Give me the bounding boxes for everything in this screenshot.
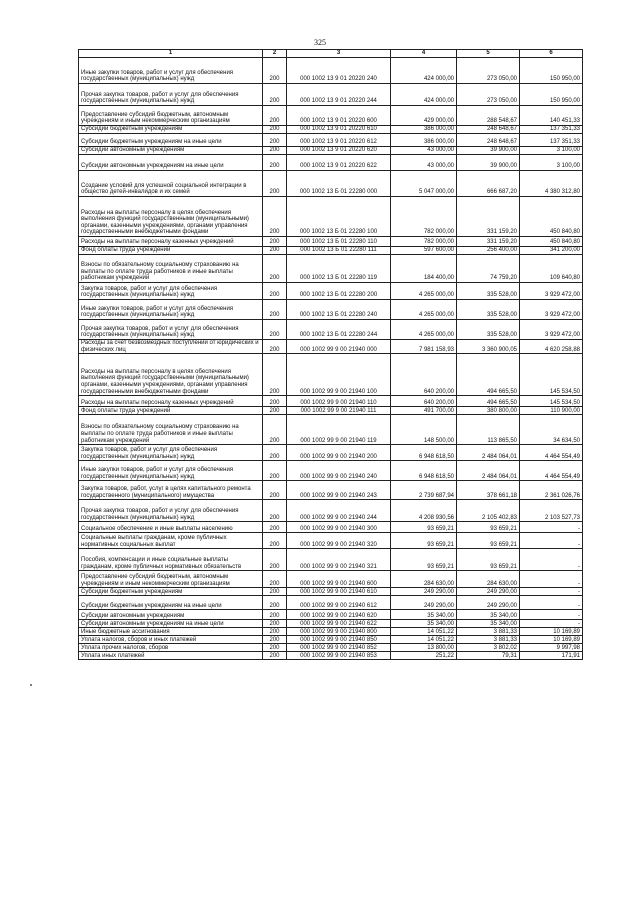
cell-unexecuted-amount: 3 929 472,00 xyxy=(520,300,583,320)
cell-unexecuted-amount: - xyxy=(520,571,583,588)
cell-name: Субсидии бюджетным учреждениям xyxy=(79,126,263,134)
cell-unexecuted-amount: 137 351,33 xyxy=(520,126,583,134)
cell-unexecuted-amount: 10 169,89 xyxy=(520,628,583,636)
cell-classification-code: 000 1002 13 Б 01 22280 244 xyxy=(287,320,391,340)
cell-name: Иные закупки товаров, работ и услуг для обеспечения государственных (муниципальных) нужд xyxy=(79,461,263,481)
cell-name: Расходы на выплаты персоналу в целях обеспечения выполнения функций государственными (муниципальными) органами, казенными учреждениями, органами управления государственными внебюджетными фондами xyxy=(79,197,263,237)
table-row xyxy=(79,636,583,644)
cell-approved-amount: 7 981 158,93 xyxy=(391,340,457,354)
column-header: 4 xyxy=(391,50,457,58)
table-row xyxy=(79,652,583,660)
cell-approved-amount: 93 659,21 xyxy=(391,549,457,571)
cell-line-code: 200 xyxy=(263,340,287,354)
cell-approved-amount: 424 000,00 xyxy=(391,84,457,106)
cell-executed-amount: 666 687,20 xyxy=(457,171,520,197)
cell-approved-amount: 4 208 930,56 xyxy=(391,500,457,522)
cell-classification-code: 000 1002 13 Б 01 22280 200 xyxy=(287,283,391,300)
cell-classification-code: 000 1002 99 9 00 21940 800 xyxy=(287,628,391,636)
cell-approved-amount: 43 000,00 xyxy=(391,147,457,155)
cell-executed-amount: 335 528,00 xyxy=(457,320,520,340)
cell-name: Пособия, компенсации и иные социальные выплаты гражданам, кроме публичных нормативных обязательств xyxy=(79,549,263,571)
table-row xyxy=(79,255,583,283)
cell-name: Субсидии автономным учреждениям на иные цели xyxy=(79,155,263,171)
cell-executed-amount: 288 548,67 xyxy=(457,106,520,126)
cell-line-code: 200 xyxy=(263,571,287,588)
cell-name: Расходы на выплаты персоналу казенных учреждений xyxy=(79,396,263,407)
cell-unexecuted-amount: - xyxy=(520,596,583,610)
cell-approved-amount: 4 265 000,00 xyxy=(391,283,457,300)
cell-classification-code: 000 1002 99 9 00 21940 850 xyxy=(287,636,391,644)
cell-line-code: 200 xyxy=(263,588,287,596)
table-row xyxy=(79,320,583,340)
column-header: 5 xyxy=(457,50,520,58)
cell-line-code: 200 xyxy=(263,134,287,147)
table-row xyxy=(79,571,583,588)
cell-line-code: 200 xyxy=(263,533,287,549)
cell-unexecuted-amount: 450 840,80 xyxy=(520,197,583,237)
table-row xyxy=(79,549,583,571)
cell-line-code: 200 xyxy=(263,147,287,155)
cell-unexecuted-amount: 4 464 554,49 xyxy=(520,445,583,461)
cell-unexecuted-amount: - xyxy=(520,522,583,533)
table-row xyxy=(79,415,583,445)
cell-executed-amount: 256 400,00 xyxy=(457,247,520,255)
cell-executed-amount: 93 659,21 xyxy=(457,533,520,549)
table-row xyxy=(79,396,583,407)
cell-name: Иные закупки товаров, работ и услуг для обеспечения государственных (муниципальных) нужд xyxy=(79,58,263,84)
cell-unexecuted-amount: - xyxy=(520,588,583,596)
cell-classification-code: 000 1002 99 9 00 21940 610 xyxy=(287,588,391,596)
cell-line-code: 200 xyxy=(263,247,287,255)
table-row xyxy=(79,481,583,500)
table-row xyxy=(79,58,583,84)
cell-name: Предоставление субсидий бюджетным, автономным учреждениям и иным некоммерческим организациям xyxy=(79,106,263,126)
cell-unexecuted-amount: 450 840,80 xyxy=(520,237,583,247)
cell-name: Взносы по обязательному социальному страхованию на выплаты по оплате труда работников и иные выплаты работникам учреждений xyxy=(79,255,263,283)
table-row xyxy=(79,171,583,197)
cell-line-code: 200 xyxy=(263,106,287,126)
cell-classification-code: 000 1002 99 9 00 21940 243 xyxy=(287,481,391,500)
cell-executed-amount: 378 661,18 xyxy=(457,481,520,500)
cell-executed-amount: 39 900,00 xyxy=(457,155,520,171)
cell-unexecuted-amount: 34 634,50 xyxy=(520,415,583,445)
cell-line-code: 200 xyxy=(263,415,287,445)
cell-name: Субсидии бюджетным учреждениям на иные цели xyxy=(79,134,263,147)
cell-line-code: 200 xyxy=(263,354,287,396)
table-row xyxy=(79,197,583,237)
table-row xyxy=(79,300,583,320)
page-number: 325 xyxy=(314,38,326,47)
cell-approved-amount: 782 000,00 xyxy=(391,237,457,247)
cell-executed-amount: 273 050,00 xyxy=(457,58,520,84)
table-row xyxy=(79,628,583,636)
cell-name: Социальные выплаты гражданам, кроме публичных нормативных социальных выплат xyxy=(79,533,263,549)
cell-classification-code: 000 1002 99 9 00 21940 000 xyxy=(287,340,391,354)
table-row xyxy=(79,522,583,533)
cell-approved-amount: 386 000,00 xyxy=(391,126,457,134)
cell-line-code: 200 xyxy=(263,84,287,106)
cell-line-code: 200 xyxy=(263,407,287,415)
cell-name: Расходы за счет безвозмездных поступлений от юридических и физических лиц xyxy=(79,340,263,354)
cell-unexecuted-amount: 4 464 554,49 xyxy=(520,461,583,481)
cell-executed-amount: 79,31 xyxy=(457,652,520,660)
cell-line-code: 200 xyxy=(263,644,287,652)
cell-classification-code: 000 1002 13 9 01 20220 620 xyxy=(287,147,391,155)
cell-line-code: 200 xyxy=(263,126,287,134)
cell-approved-amount: 35 340,00 xyxy=(391,620,457,628)
cell-approved-amount: 2 739 687,94 xyxy=(391,481,457,500)
table-row xyxy=(79,533,583,549)
cell-line-code: 200 xyxy=(263,549,287,571)
cell-line-code: 200 xyxy=(263,500,287,522)
cell-name: Субсидии бюджетным учреждениям на иные цели xyxy=(79,596,263,610)
cell-unexecuted-amount: 145 534,50 xyxy=(520,354,583,396)
cell-unexecuted-amount: 150 950,00 xyxy=(520,84,583,106)
cell-classification-code: 000 1002 13 Б 01 22280 240 xyxy=(287,300,391,320)
cell-approved-amount: 491 700,00 xyxy=(391,407,457,415)
column-header: 2 xyxy=(263,50,287,58)
cell-unexecuted-amount: 171,91 xyxy=(520,652,583,660)
cell-executed-amount: 3 881,33 xyxy=(457,636,520,644)
table-row xyxy=(79,588,583,596)
cell-classification-code: 000 1002 13 9 01 20220 610 xyxy=(287,126,391,134)
cell-name: Иные бюджетные ассигнования xyxy=(79,628,263,636)
cell-executed-amount: 335 528,00 xyxy=(457,283,520,300)
cell-name: Субсидии автономным учреждениям xyxy=(79,610,263,620)
cell-name: Социальное обеспечение и иные выплаты населению xyxy=(79,522,263,533)
cell-executed-amount: 2 484 064,01 xyxy=(457,461,520,481)
cell-approved-amount: 5 047 000,00 xyxy=(391,171,457,197)
cell-executed-amount: 331 159,20 xyxy=(457,197,520,237)
cell-line-code: 200 xyxy=(263,636,287,644)
cell-name: Прочая закупка товаров, работ и услуг для обеспечения государственных (муниципальных) нужд xyxy=(79,320,263,340)
cell-approved-amount: 148 500,00 xyxy=(391,415,457,445)
cell-unexecuted-amount: 140 451,33 xyxy=(520,106,583,126)
cell-classification-code: 000 1002 13 Б 01 22280 100 xyxy=(287,197,391,237)
table-row xyxy=(79,106,583,126)
cell-line-code: 200 xyxy=(263,320,287,340)
cell-unexecuted-amount: 150 950,00 xyxy=(520,58,583,84)
cell-classification-code: 000 1002 99 9 00 21940 240 xyxy=(287,461,391,481)
cell-executed-amount: 3 802,02 xyxy=(457,644,520,652)
cell-name: Расходы на выплаты персоналу казенных учреждений xyxy=(79,237,263,247)
cell-classification-code: 000 1002 99 9 00 21940 853 xyxy=(287,652,391,660)
cell-approved-amount: 43 000,00 xyxy=(391,155,457,171)
cell-line-code: 200 xyxy=(263,620,287,628)
cell-line-code: 200 xyxy=(263,300,287,320)
cell-name: Уплата иных платежей xyxy=(79,652,263,660)
cell-line-code: 200 xyxy=(263,652,287,660)
cell-line-code: 200 xyxy=(263,283,287,300)
cell-classification-code: 000 1002 13 9 01 20220 612 xyxy=(287,134,391,147)
scan-speck xyxy=(30,684,32,686)
table-row xyxy=(79,84,583,106)
cell-approved-amount: 249 290,00 xyxy=(391,596,457,610)
cell-executed-amount: 248 648,67 xyxy=(457,134,520,147)
cell-classification-code: 000 1002 99 9 00 21940 110 xyxy=(287,396,391,407)
cell-name: Прочая закупка товаров, работ и услуг для обеспечения государственных (муниципальных) нужд xyxy=(79,84,263,106)
table-row xyxy=(79,445,583,461)
cell-classification-code: 000 1002 99 9 00 21940 620 xyxy=(287,610,391,620)
cell-line-code: 200 xyxy=(263,628,287,636)
cell-approved-amount: 14 051,22 xyxy=(391,628,457,636)
table-row xyxy=(79,644,583,652)
cell-executed-amount: 3 881,33 xyxy=(457,628,520,636)
cell-approved-amount: 429 000,00 xyxy=(391,106,457,126)
table-row xyxy=(79,340,583,354)
cell-executed-amount: 284 630,00 xyxy=(457,571,520,588)
column-header: 3 xyxy=(287,50,391,58)
cell-name: Взносы по обязательному социальному страхованию на выплаты по оплате труда работников и иные выплаты работникам учреждений xyxy=(79,415,263,445)
cell-unexecuted-amount: 137 351,33 xyxy=(520,134,583,147)
cell-line-code: 200 xyxy=(263,237,287,247)
cell-line-code: 200 xyxy=(263,522,287,533)
budget-execution-table xyxy=(78,49,583,660)
cell-classification-code: 000 1002 99 9 00 21940 244 xyxy=(287,500,391,522)
cell-name: Фонд оплаты труда учреждений xyxy=(79,407,263,415)
cell-executed-amount: 335 528,00 xyxy=(457,300,520,320)
cell-name: Иные закупки товаров, работ и услуг для обеспечения государственных (муниципальных) нужд xyxy=(79,300,263,320)
cell-executed-amount: 380 800,00 xyxy=(457,407,520,415)
cell-name: Фонд оплаты труда учреждений xyxy=(79,247,263,255)
cell-unexecuted-amount: - xyxy=(520,549,583,571)
cell-approved-amount: 184 400,00 xyxy=(391,255,457,283)
cell-classification-code: 000 1002 99 9 00 21940 852 xyxy=(287,644,391,652)
cell-classification-code: 000 1002 99 9 00 21940 300 xyxy=(287,522,391,533)
cell-classification-code: 000 1002 99 9 00 21940 119 xyxy=(287,415,391,445)
cell-executed-amount: 35 340,00 xyxy=(457,610,520,620)
cell-name: Субсидии бюджетным учреждениям xyxy=(79,588,263,596)
cell-approved-amount: 251,22 xyxy=(391,652,457,660)
cell-unexecuted-amount: 109 640,80 xyxy=(520,255,583,283)
cell-approved-amount: 4 265 000,00 xyxy=(391,320,457,340)
cell-executed-amount: 273 050,00 xyxy=(457,84,520,106)
cell-classification-code: 000 1002 99 9 00 21940 321 xyxy=(287,549,391,571)
table-row xyxy=(79,147,583,155)
cell-unexecuted-amount: - xyxy=(520,610,583,620)
cell-approved-amount: 640 200,00 xyxy=(391,354,457,396)
cell-approved-amount: 640 200,00 xyxy=(391,396,457,407)
cell-unexecuted-amount: 3 100,00 xyxy=(520,155,583,171)
cell-unexecuted-amount: 3 929 472,00 xyxy=(520,320,583,340)
cell-classification-code: 000 1002 13 Б 01 22280 110 xyxy=(287,237,391,247)
cell-approved-amount: 6 948 618,50 xyxy=(391,461,457,481)
cell-executed-amount: 113 865,50 xyxy=(457,415,520,445)
cell-approved-amount: 13 800,00 xyxy=(391,644,457,652)
cell-classification-code: 000 1002 99 9 00 21940 100 xyxy=(287,354,391,396)
cell-executed-amount: 249 290,00 xyxy=(457,588,520,596)
cell-unexecuted-amount: 2 103 527,73 xyxy=(520,500,583,522)
cell-name: Закупка товаров, работ и услуг для обеспечения государственных (муниципальных) нужд xyxy=(79,283,263,300)
cell-executed-amount: 2 105 402,83 xyxy=(457,500,520,522)
cell-approved-amount: 424 000,00 xyxy=(391,58,457,84)
cell-unexecuted-amount: 4 380 312,80 xyxy=(520,171,583,197)
table-row xyxy=(79,620,583,628)
cell-name: Субсидии автономным учреждениям на иные цели xyxy=(79,620,263,628)
cell-executed-amount: 494 665,50 xyxy=(457,354,520,396)
cell-unexecuted-amount: 2 361 026,76 xyxy=(520,481,583,500)
cell-classification-code: 000 1002 99 9 00 21940 320 xyxy=(287,533,391,549)
cell-name: Субсидии автономным учреждениям xyxy=(79,147,263,155)
cell-executed-amount: 74 759,20 xyxy=(457,255,520,283)
cell-classification-code: 000 1002 99 9 00 21940 111 xyxy=(287,407,391,415)
cell-line-code: 200 xyxy=(263,481,287,500)
cell-unexecuted-amount: 341 200,00 xyxy=(520,247,583,255)
cell-classification-code: 000 1002 13 Б 01 22280 111 xyxy=(287,247,391,255)
cell-name: Закупка товаров, работ, услуг в целях капитального ремонта государственного (муниципального) имущества xyxy=(79,481,263,500)
cell-unexecuted-amount: 110 900,00 xyxy=(520,407,583,415)
cell-line-code: 200 xyxy=(263,396,287,407)
cell-approved-amount: 386 000,00 xyxy=(391,134,457,147)
cell-unexecuted-amount: 9 997,98 xyxy=(520,644,583,652)
cell-unexecuted-amount: 10 169,89 xyxy=(520,636,583,644)
cell-line-code: 200 xyxy=(263,197,287,237)
cell-line-code: 200 xyxy=(263,155,287,171)
table-row xyxy=(79,283,583,300)
cell-line-code: 200 xyxy=(263,58,287,84)
table-row xyxy=(79,407,583,415)
cell-executed-amount: 35 340,00 xyxy=(457,620,520,628)
cell-approved-amount: 14 051,22 xyxy=(391,636,457,644)
cell-name: Уплата прочих налогов, сборов xyxy=(79,644,263,652)
cell-line-code: 200 xyxy=(263,445,287,461)
cell-approved-amount: 597 600,00 xyxy=(391,247,457,255)
cell-approved-amount: 35 340,00 xyxy=(391,610,457,620)
cell-line-code: 200 xyxy=(263,171,287,197)
cell-classification-code: 000 1002 99 9 00 21940 622 xyxy=(287,620,391,628)
cell-approved-amount: 4 265 000,00 xyxy=(391,300,457,320)
table-row xyxy=(79,354,583,396)
cell-approved-amount: 93 659,21 xyxy=(391,522,457,533)
cell-executed-amount: 39 900,00 xyxy=(457,147,520,155)
cell-line-code: 200 xyxy=(263,610,287,620)
cell-name: Уплата налогов, сборов и иных платежей xyxy=(79,636,263,644)
cell-executed-amount: 3 360 900,05 xyxy=(457,340,520,354)
cell-line-code: 200 xyxy=(263,461,287,481)
cell-name: Прочая закупка товаров, работ и услуг для обеспечения государственных (муниципальных) нужд xyxy=(79,500,263,522)
table-row xyxy=(79,237,583,247)
cell-executed-amount: 2 484 064,01 xyxy=(457,445,520,461)
table-row xyxy=(79,461,583,481)
cell-unexecuted-amount: 3 929 472,00 xyxy=(520,283,583,300)
table-row xyxy=(79,247,583,255)
cell-name: Создание условий для успешной социальной интеграции в общество детей-инвалидов и их семей xyxy=(79,171,263,197)
cell-unexecuted-amount: 3 100,00 xyxy=(520,147,583,155)
cell-executed-amount: 249 290,00 xyxy=(457,596,520,610)
cell-name: Расходы на выплаты персоналу в целях обеспечения выполнения функций государственными (муниципальными) органами, казенными учреждениями, органами управления государственными внебюджетными фондами xyxy=(79,354,263,396)
cell-name: Закупка товаров, работ и услуг для обеспечения государственных (муниципальных) нужд xyxy=(79,445,263,461)
column-header: 1 xyxy=(79,50,263,58)
cell-classification-code: 000 1002 13 Б 01 22280 000 xyxy=(287,171,391,197)
cell-classification-code: 000 1002 99 9 00 21940 612 xyxy=(287,596,391,610)
cell-approved-amount: 6 948 618,50 xyxy=(391,445,457,461)
cell-executed-amount: 93 659,21 xyxy=(457,549,520,571)
table-row xyxy=(79,596,583,610)
cell-approved-amount: 249 290,00 xyxy=(391,588,457,596)
table-row xyxy=(79,155,583,171)
cell-classification-code: 000 1002 13 Б 01 22280 119 xyxy=(287,255,391,283)
cell-unexecuted-amount: 4 620 258,88 xyxy=(520,340,583,354)
cell-unexecuted-amount: 145 534,50 xyxy=(520,396,583,407)
cell-executed-amount: 93 659,21 xyxy=(457,522,520,533)
cell-executed-amount: 494 665,50 xyxy=(457,396,520,407)
table-row xyxy=(79,134,583,147)
cell-classification-code: 000 1002 13 9 01 20220 240 xyxy=(287,58,391,84)
cell-classification-code: 000 1002 13 9 01 20220 600 xyxy=(287,106,391,126)
cell-approved-amount: 93 659,21 xyxy=(391,533,457,549)
table-row xyxy=(79,126,583,134)
cell-approved-amount: 782 000,00 xyxy=(391,197,457,237)
cell-classification-code: 000 1002 13 9 01 20220 622 xyxy=(287,155,391,171)
cell-name: Предоставление субсидий бюджетным, автономным учреждениям и иным некоммерческим организациям xyxy=(79,571,263,588)
cell-unexecuted-amount: - xyxy=(520,533,583,549)
cell-classification-code: 000 1002 99 9 00 21940 600 xyxy=(287,571,391,588)
column-header: 6 xyxy=(520,50,583,58)
cell-executed-amount: 248 648,67 xyxy=(457,126,520,134)
table-row xyxy=(79,500,583,522)
cell-classification-code: 000 1002 13 9 01 20220 244 xyxy=(287,84,391,106)
cell-approved-amount: 284 630,00 xyxy=(391,571,457,588)
cell-line-code: 200 xyxy=(263,596,287,610)
cell-line-code: 200 xyxy=(263,255,287,283)
cell-unexecuted-amount: - xyxy=(520,620,583,628)
table-header-row xyxy=(79,50,583,58)
cell-executed-amount: 331 159,20 xyxy=(457,237,520,247)
cell-classification-code: 000 1002 99 9 00 21940 200 xyxy=(287,445,391,461)
table-row xyxy=(79,610,583,620)
